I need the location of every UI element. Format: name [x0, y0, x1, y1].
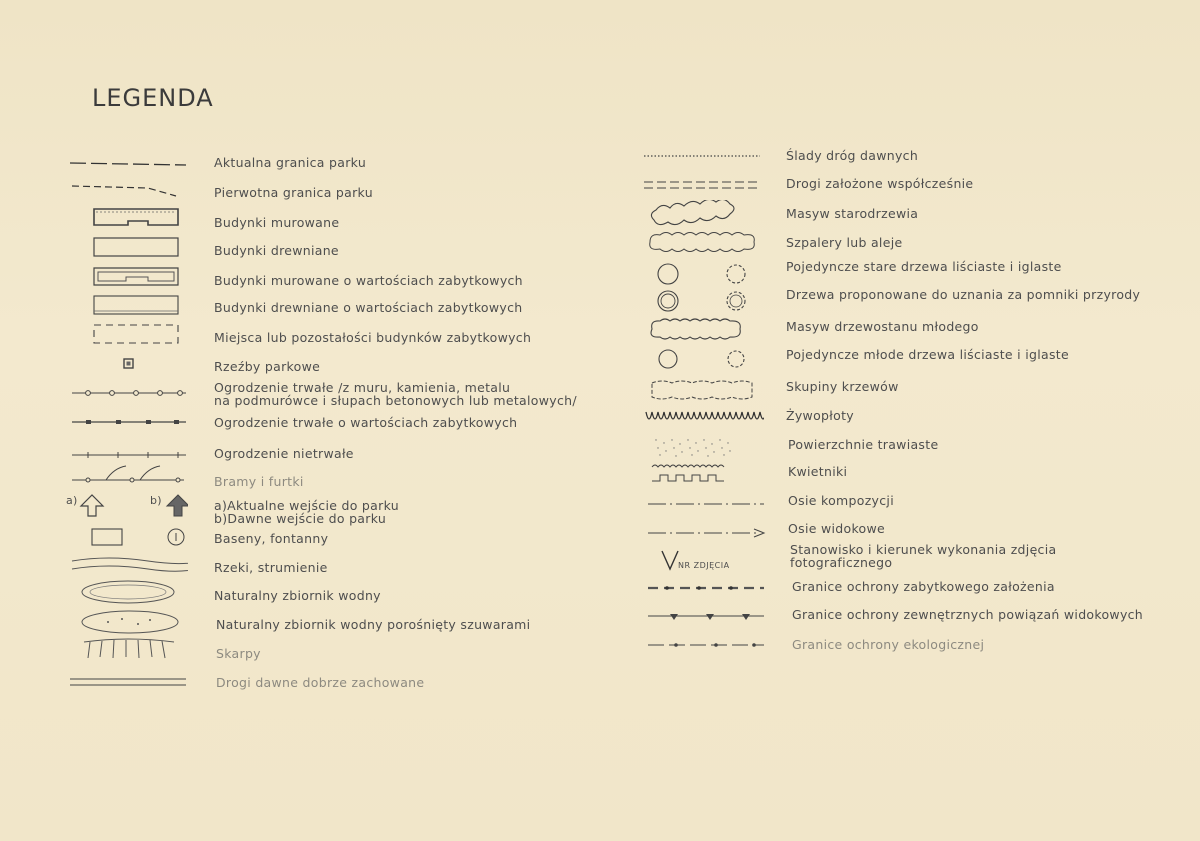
legend-label: Rzeki, strumienie [214, 560, 328, 575]
legend-label: Stanowisko i kierunek wykonania zdjęcia [790, 542, 1057, 557]
photo-number-label: NR ZDJĘCIA [678, 561, 730, 570]
alley-icon [646, 229, 766, 255]
double-dash-line-icon [642, 172, 762, 198]
legend-label: Budynki drewniane [214, 243, 339, 258]
view-axis-icon [646, 519, 766, 545]
legend-label: Miejsca lub pozostałości budynków zabytkowych [214, 330, 532, 345]
legend-label: Żywopłoty [786, 408, 854, 423]
legend-label: Pierwotna granica parku [214, 185, 373, 200]
legend-label: Drogi założone współcześnie [786, 176, 974, 191]
legend-label: Ogrodzenie nietrwałe [214, 446, 354, 461]
shrubs-icon [646, 377, 766, 403]
legend-label: Naturalny zbiornik wodny [214, 588, 381, 603]
legend-label-line2: fotograficznego [790, 555, 893, 570]
sculpture-icon [88, 352, 208, 378]
legend-label: Baseny, fontanny [214, 531, 329, 546]
old-tree-mass-icon [650, 200, 770, 226]
entrance-arrows-icon [68, 492, 188, 518]
slope-icon [78, 636, 198, 662]
single-old-trees-icon [646, 261, 766, 287]
ecological-protection-boundary-icon [646, 632, 766, 658]
reed-pond-icon [78, 609, 198, 635]
legend-label: Ogrodzenie trwałe o wartościach zabytkowych [214, 415, 518, 430]
entrance-mark-b: b) [150, 494, 162, 507]
monument-protection-boundary-icon [646, 575, 766, 601]
young-tree-mass-icon [646, 316, 766, 342]
wooden-building-icon [88, 234, 208, 260]
single-young-trees-icon [646, 346, 766, 372]
legend-label: Masyw starodrzewia [786, 206, 919, 221]
hedge-icon [644, 404, 764, 430]
historic-fence-icon [68, 410, 188, 436]
river-icon [68, 553, 188, 579]
legend-label: Granice ochrony ekologicznej [792, 637, 985, 652]
legend-label: Skupiny krzewów [786, 379, 899, 394]
legend-label: Pojedyncze młode drzewa liściaste i iglaste [786, 347, 1069, 362]
old-road-icon [68, 670, 188, 696]
legend-label-line2: na podmurówce i słupach betonowych lub metalowych/ [214, 393, 577, 408]
dotted-line-icon [642, 142, 762, 168]
legend-label: Naturalny zbiornik wodny porośnięty szuwarami [216, 617, 531, 632]
gate-icon [68, 462, 188, 488]
legend-label: Drzewa proponowane do uznania za pomniki przyrody [786, 287, 1141, 302]
pond-icon [78, 579, 198, 605]
flowerbed-icon [646, 461, 766, 487]
legend-label: Budynki murowane o wartościach zabytkowych [214, 273, 523, 288]
legend-label: Skarpy [216, 646, 261, 661]
legend-label: Powierzchnie trawiaste [788, 437, 939, 452]
legend-label: Osie widokowe [788, 521, 886, 536]
permanent-fence-icon [68, 381, 188, 407]
legend-label: Ogrodzenie trwałe /z muru, kamienia, metalu [214, 380, 511, 395]
legend-label: Pojedyncze stare drzewa liściaste i iglaste [786, 259, 1062, 274]
pool-fountain-icon [68, 525, 188, 551]
dash-line-icon [68, 151, 188, 177]
legend-label: Aktualna granica parku [214, 155, 367, 170]
legend-label: Granice ochrony zabytkowego założenia [792, 579, 1055, 594]
legend-label: Kwietniki [788, 464, 848, 479]
brick-building-icon [88, 205, 208, 231]
building-remains-icon [88, 321, 208, 347]
historic-wooden-building-icon [88, 292, 208, 318]
legend-title: LEGENDA [92, 84, 214, 112]
monument-trees-icon [646, 288, 766, 314]
legend-label: Budynki murowane [214, 215, 340, 230]
legend-label: Drogi dawne dobrze zachowane [216, 675, 425, 690]
legend-label: Osie kompozycji [788, 493, 894, 508]
grass-icon [646, 434, 766, 460]
legend-label: Ślady dróg dawnych [786, 148, 919, 163]
legend-label: Rzeźby parkowe [214, 359, 321, 374]
dash-dot-line-icon [68, 178, 188, 204]
legend-label: Bramy i furtki [214, 474, 304, 489]
legend-label: Granice ochrony zewnętrznych powiązań widokowych [792, 607, 1144, 622]
legend-label: Szpalery lub aleje [786, 235, 903, 250]
composition-axis-icon [646, 491, 766, 517]
historic-brick-building-icon [88, 264, 208, 290]
entrance-mark-a: a) [66, 494, 78, 507]
legend-label-line2: b)Dawne wejście do parku [214, 511, 387, 526]
view-protection-boundary-icon [646, 604, 766, 630]
legend-label: Budynki drewniane o wartościach zabytkowych [214, 300, 523, 315]
legend-label: Masyw drzewostanu młodego [786, 319, 979, 334]
legend-label: a)Aktualne wejście do parku [214, 498, 399, 513]
